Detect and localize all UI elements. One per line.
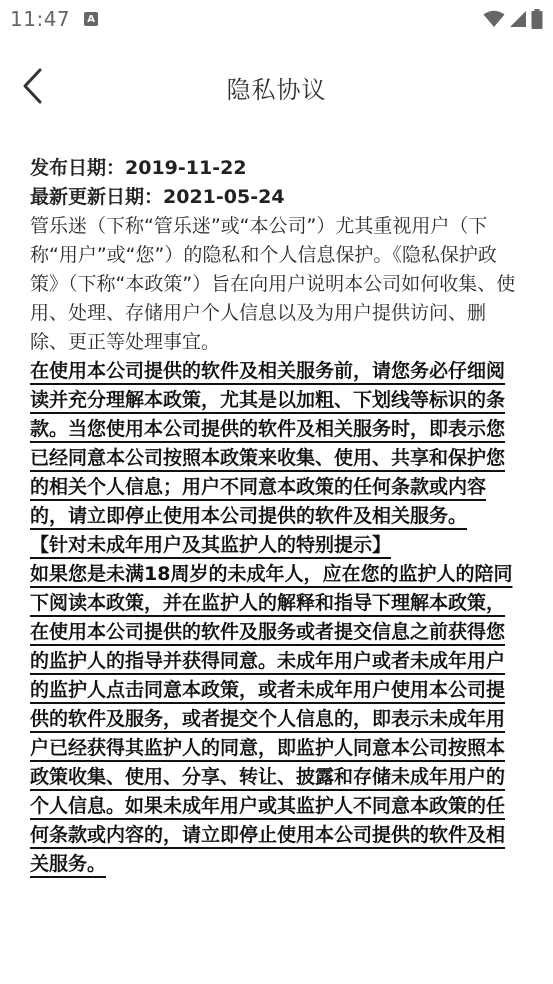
page-title: 隐私协议 — [226, 76, 327, 104]
minor-heading: 【针对未成年用户及其监护人的特别提示】 — [30, 534, 392, 556]
notice-paragraph: 在使用本公司提供的软件及相关服务前，请您务必仔细阅读并充分理解本政策，尤其是以加粗、下划线等标识的条款。当您使用本公司提供的软件及相关服务时，即表示您已经同意本公司按照本政策来收集、使用、共享和保护您的相关个人信息；用户不同意本政策的任何条款或内容的，请立即停止使用本公司提供的软件及相关服务。 — [30, 360, 506, 527]
update-date: 最新更新日期：2021-05-24 — [30, 186, 285, 208]
policy-content[interactable] — [30, 154, 516, 879]
intro-paragraph: 管乐迷（下称“管乐迷”或“本公司”）尤其重视用户（下称“用户”或“您”）的隐私和个人信息保护。《隐私保护政策》（下称“本政策”）旨在向用户说明本公司如何收集、使用、处理、存储用户个人信息以及为用户提供访问、删除、更正等处理事宜。 — [30, 215, 516, 353]
status-right — [483, 9, 543, 29]
nav-bar — [0, 58, 553, 114]
minor-notice-paragraph: 如果您是未满18周岁的未成年人，应在您的监护人的陪同下阅读本政策，并在监护人的解释和指导下理解本政策，在使用本公司提供的软件及服务或者提交信息之前获得您的监护人的指导并获得同意。未成年用户或者未成年用户的监护人点击同意本政策，或者未成年用户使用本公司提供的软件及服务，或者提交个人信息的，即表示未成年用户已经获得其监护人的同意，即监护人同意本公司按照本政策收集、使用、分享、转让、披露和存储未成年用户的个人信息。如果未成年用户或其监护人不同意本政策的任何条款或内容的，请立即停止使用本公司提供的软件及相关服务。 — [30, 563, 513, 875]
battery-icon — [531, 9, 543, 29]
status-time: 11:47 — [10, 7, 71, 31]
wifi-icon — [483, 10, 505, 28]
publish-date: 发布日期：2019-11-22 — [30, 157, 247, 179]
status-left — [10, 7, 98, 31]
status-bar — [0, 0, 553, 38]
notification-icon: A — [84, 12, 98, 26]
signal-icon — [509, 10, 527, 28]
